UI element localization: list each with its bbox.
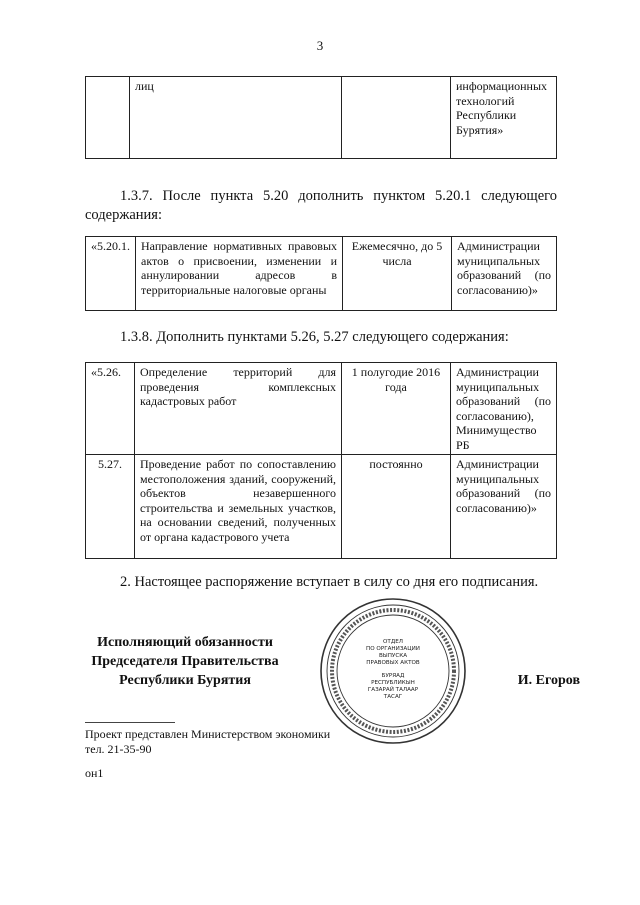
top-table-cell-period bbox=[342, 77, 451, 159]
page-number: 3 bbox=[316, 38, 324, 53]
official-seal bbox=[318, 596, 468, 746]
table-row bbox=[86, 363, 557, 455]
paragraph-1-3-7-line1: 1.3.7. После пункта 5.20 дополнить пунктом 5.20.1 следующего bbox=[120, 188, 557, 204]
stamp-line: ГАЗАРАЙ ТАЛААР bbox=[367, 687, 419, 693]
top-table-cell-desc: лиц bbox=[130, 77, 342, 159]
paragraph-2: 2. Настоящее распоряжение вступает в силу со дня его подписания. bbox=[120, 574, 539, 590]
stamp-line: ТАСАГ bbox=[383, 694, 403, 700]
row-number: «5.20.1. bbox=[86, 237, 136, 311]
row-number: 5.27. bbox=[86, 455, 135, 559]
row-number: «5.26. bbox=[86, 363, 135, 455]
row-responsible: Администрации муниципальных образований (по согласованию)» bbox=[451, 455, 557, 559]
footer-divider bbox=[85, 722, 175, 723]
top-table-cell-num bbox=[86, 77, 130, 159]
row-description: Определение территорий для проведения комплексных кадастровых работ bbox=[135, 363, 342, 455]
footer-phone: тел. 21-35-90 bbox=[85, 742, 152, 756]
row-period: 1 полугодие 2016 года bbox=[342, 363, 451, 455]
signature-line3: Республики Бурятия bbox=[119, 673, 251, 688]
footer-note bbox=[85, 727, 385, 757]
table-row bbox=[86, 237, 557, 311]
footer-code: он1 bbox=[85, 766, 104, 780]
stamp-line: ПРАВОВЫХ АКТОВ bbox=[366, 660, 420, 666]
row-description: Проведение работ по сопоставлению местоположения зданий, сооружений, объектов незавершенного строительства и земельных участков, на основании сведений, полученных от органа кадастрового учета bbox=[135, 455, 342, 559]
stamp-line: РЕСПУБЛИКЫН bbox=[371, 680, 415, 686]
row-description: Направление нормативных правовых актов о присвоении, изменении и аннулировании адресов в территориальные налоговые органы bbox=[136, 237, 343, 311]
stamp-line: БУРЯАД bbox=[381, 673, 405, 679]
top-table bbox=[85, 76, 557, 159]
row-responsible: Администрации муниципальных образований (по согласованию)» bbox=[452, 237, 557, 311]
row-period: Ежемесячно, до 5 числа bbox=[343, 237, 452, 311]
stamp-line: ПО ОРГАНИЗАЦИИ bbox=[366, 646, 420, 652]
top-table-cell-resp: информационных технологий Республики Бурятия» bbox=[451, 77, 557, 159]
row-period: постоянно bbox=[342, 455, 451, 559]
stamp-line: ОТДЕЛ bbox=[383, 639, 403, 645]
signature-line2: Председателя Правительства bbox=[91, 654, 279, 669]
stamp-line: ВЫПУСКА bbox=[378, 653, 408, 659]
table-row bbox=[86, 455, 557, 559]
table-5-20-1 bbox=[85, 236, 557, 311]
footer-project-line: Проект представлен Министерством экономики bbox=[85, 727, 331, 741]
paragraph-1-3-7 bbox=[85, 187, 557, 225]
signatory-name: И. Егоров bbox=[517, 673, 580, 688]
row-responsible: Администрации муниципальных образований (по согласованию), Минимущество РБ bbox=[451, 363, 557, 455]
signature-title bbox=[80, 633, 290, 690]
paragraph-1-3-7-line2: содержания: bbox=[85, 207, 163, 223]
signature-line1: Исполняющий обязанности bbox=[97, 635, 273, 650]
paragraph-1-3-8: 1.3.8. Дополнить пунктами 5.26, 5.27 следующего содержания: bbox=[120, 329, 509, 345]
table-5-26-5-27 bbox=[85, 362, 557, 559]
